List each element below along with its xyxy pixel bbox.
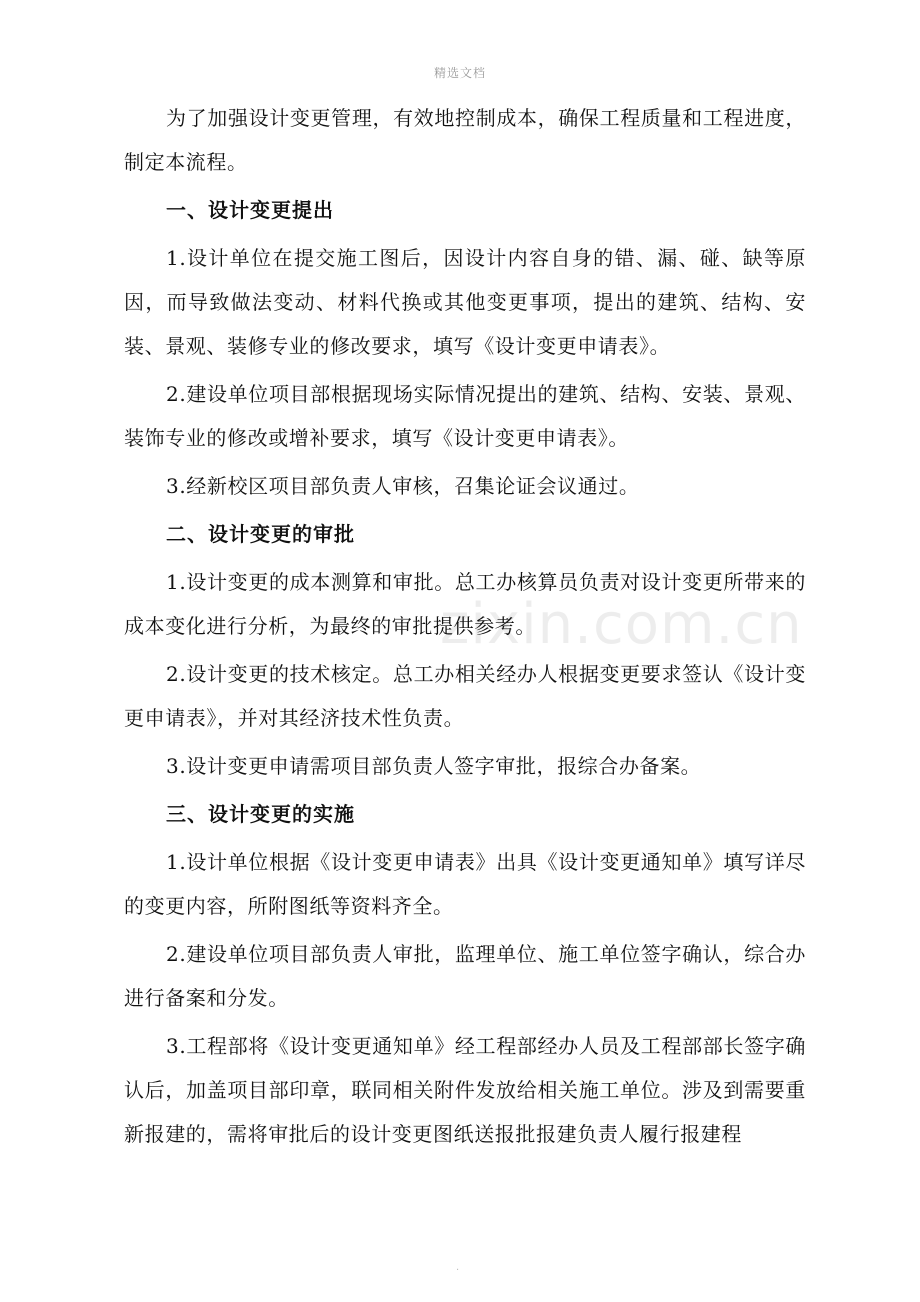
section-2-paragraph-3: 3.设计变更申请需项目部负责人签字审批，报综合办备案。 bbox=[166, 754, 702, 778]
section-1-paragraph-2: 2.建设单位项目部根据现场实际情况提出的建筑、结构、安装、景观、装饰专业的修改或增补要求，填写《设计变更申请表》。 bbox=[124, 382, 806, 450]
section-3-paragraph-2: 2.建设单位项目部负责人审批，监理单位、施工单位签字确认，综合办进行备案和分发。 bbox=[124, 942, 806, 1010]
watermark-text: zixin.com.cn bbox=[440, 592, 803, 657]
section-1-paragraph-3: 3.经新校区项目部负责人审核，召集论证会议通过。 bbox=[166, 474, 640, 498]
section-2-paragraph-1: 1.设计变更的成本测算和审批。总工办核算员负责对设计变更所带来的成本变化进行分析，为最终的审批提供参考。 bbox=[124, 570, 806, 638]
section-3-paragraph-1: 1.设计单位根据《设计变更申请表》出具《设计变更通知单》填写详尽的变更内容，所附图纸等资料齐全。 bbox=[124, 850, 806, 918]
section-heading-3: 三、设计变更的实施 bbox=[166, 802, 355, 826]
intro-paragraph: 为了加强设计变更管理，有效地控制成本，确保工程质量和工程进度，制定本流程。 bbox=[124, 106, 806, 174]
section-heading-2: 二、设计变更的审批 bbox=[166, 522, 355, 546]
page-header: 精选文档 bbox=[433, 66, 486, 80]
section-heading-1: 一、设计变更提出 bbox=[166, 198, 334, 222]
section-2-paragraph-2: 2.设计变更的技术核定。总工办相关经办人根据变更要求签认《设计变更申请表》，并对其经济技术性负责。 bbox=[124, 662, 806, 730]
section-3-paragraph-3: 3.工程部将《设计变更通知单》经工程部经办人员及工程部部长签字确认后，加盖项目部印章，联同相关附件发放给相关施工单位。涉及到需要重新报建的，需将审批后的设计变更图纸送报批报建负责人履行报建程 bbox=[124, 1034, 806, 1146]
section-1-paragraph-1: 1.设计单位在提交施工图后，因设计内容自身的错、漏、碰、缺等原因，而导致做法变动、材料代换或其他变更事项，提出的建筑、结构、安装、景观、装修专业的修改要求，填写《设计变更申请表》。 bbox=[124, 246, 806, 358]
document-body bbox=[124, 96, 806, 1160]
footer-mark: . bbox=[456, 1262, 460, 1273]
